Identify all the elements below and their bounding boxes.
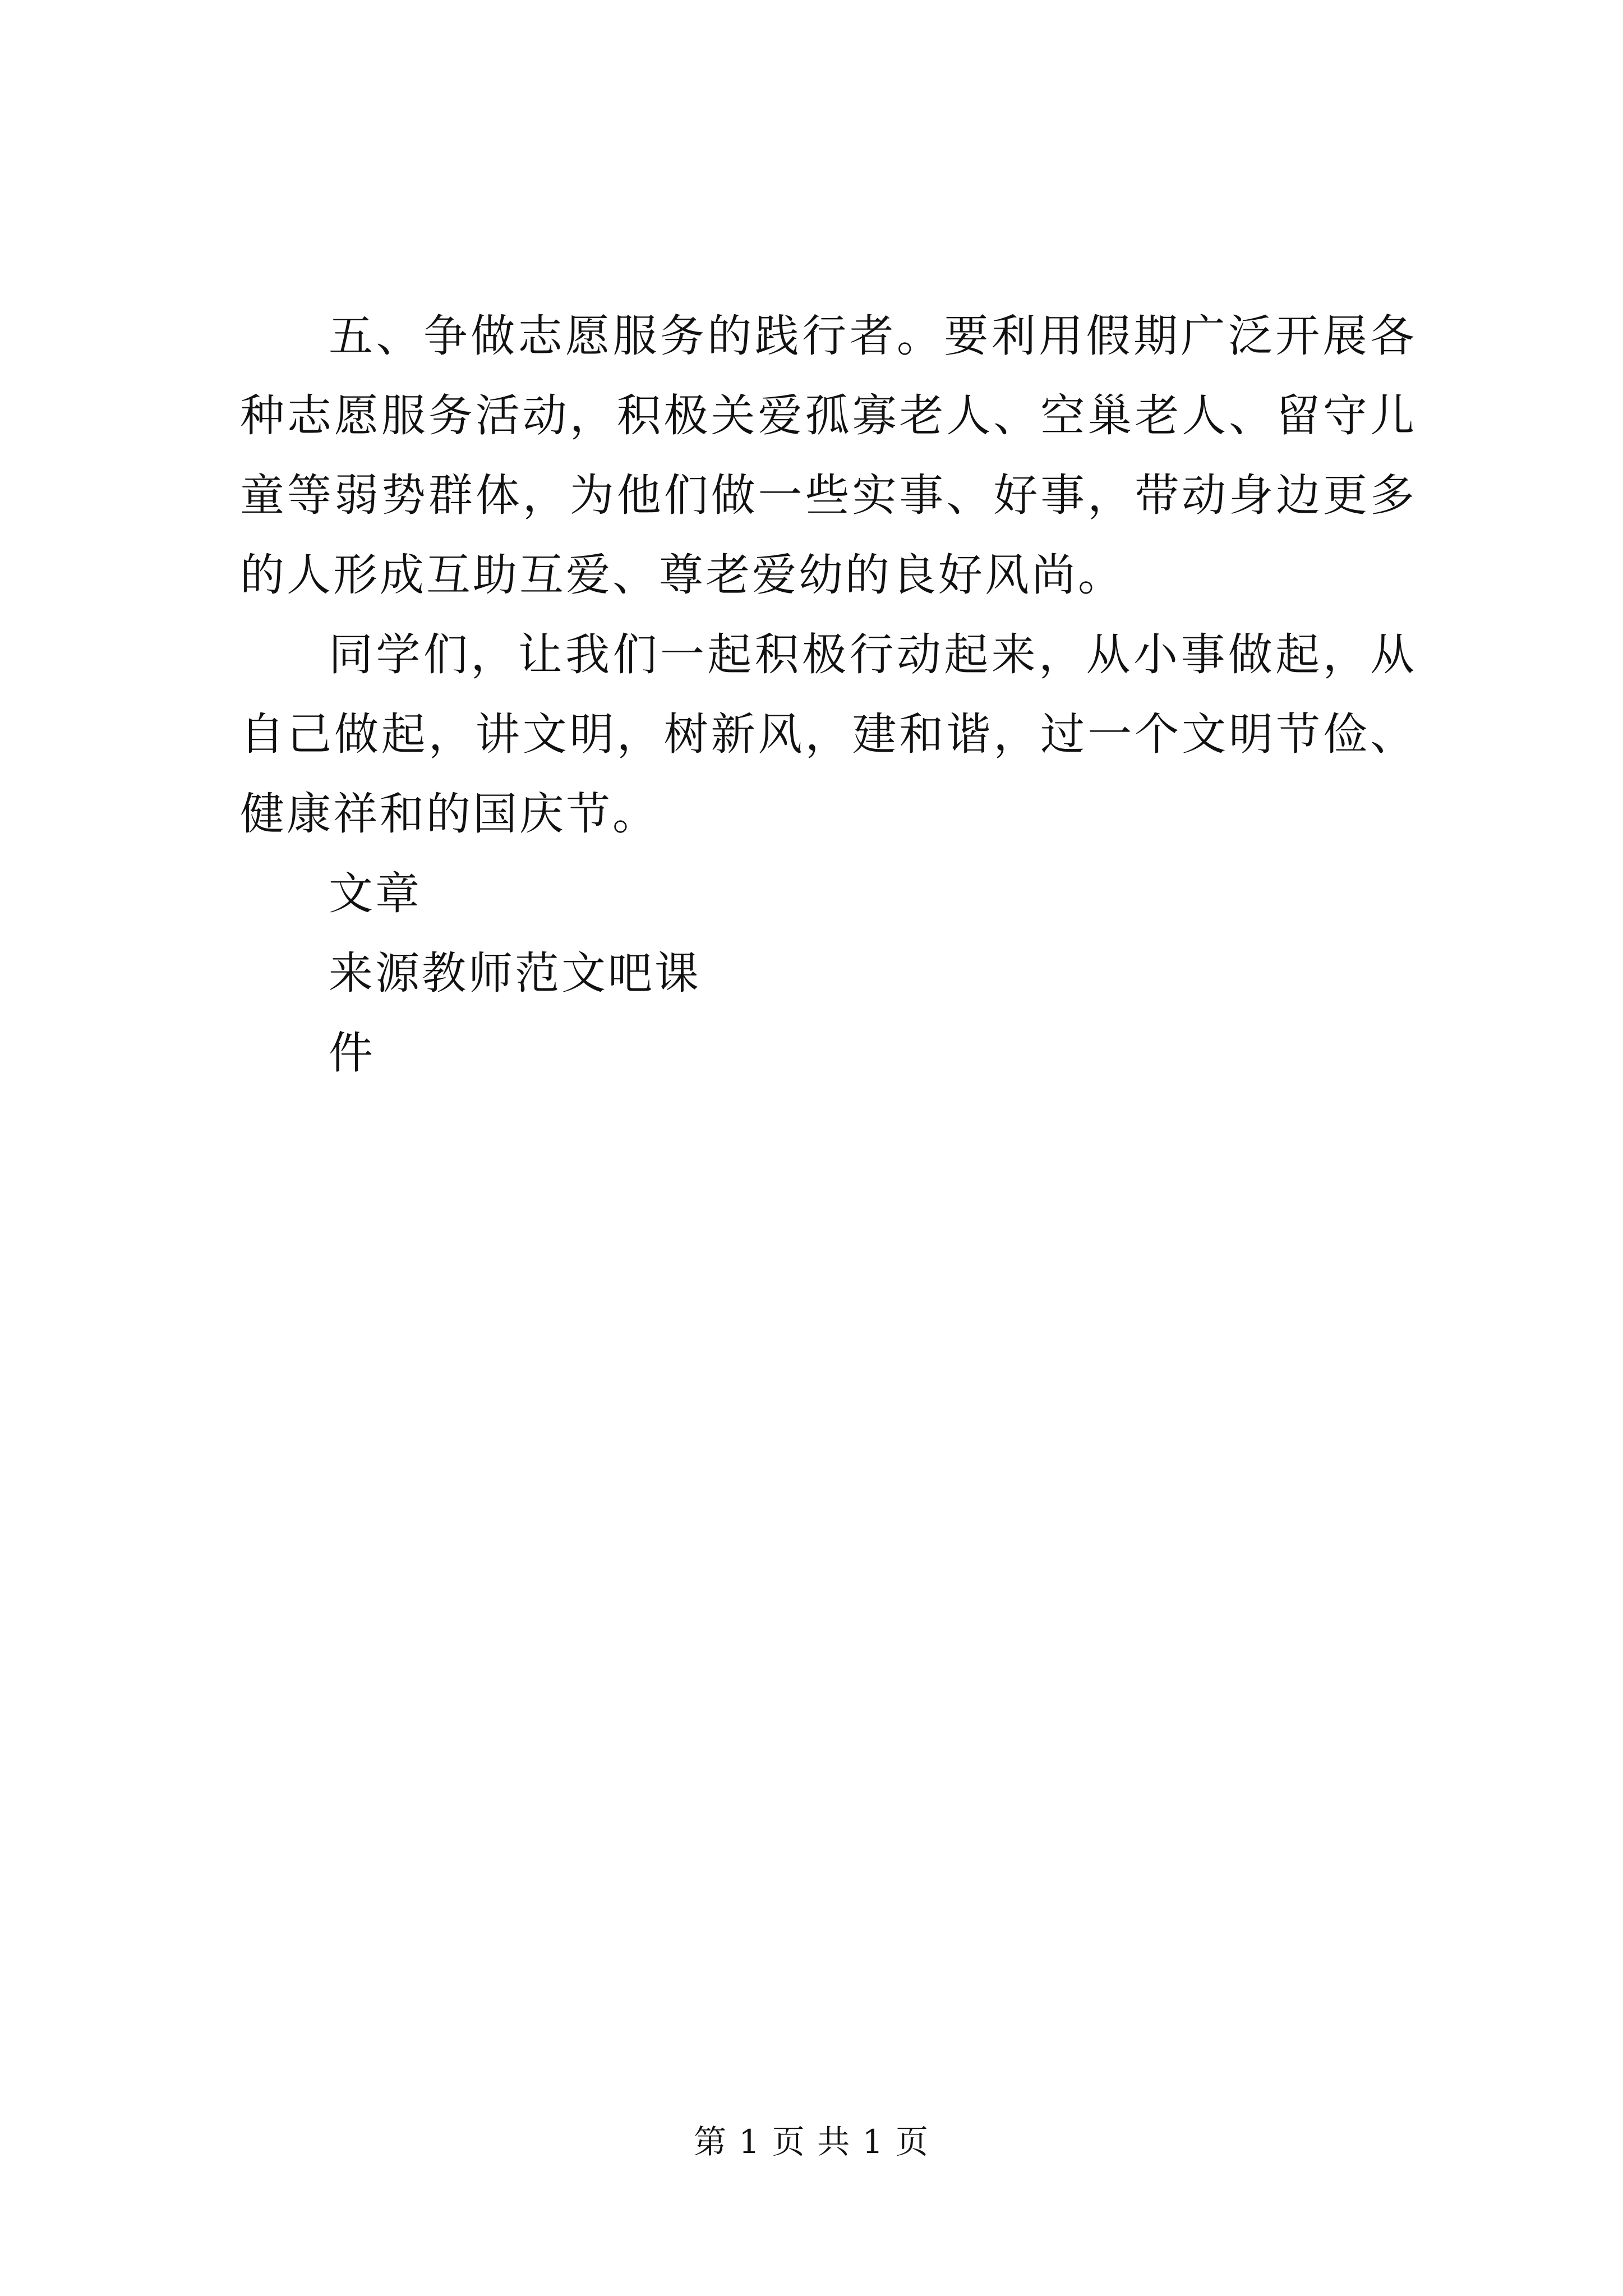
source-line-2: 来源教师范文吧课 <box>329 947 701 999</box>
page-footer: 第 1 页 共 1 页 <box>694 2123 929 2161</box>
document-body <box>240 296 1417 1093</box>
paragraph-volunteer: 五、争做志愿服务的践行者。要利用假期广泛开展各种志愿服务活动，积极关爱孤寡老人、空巢老人、留守儿童等弱势群体，为他们做一些实事、好事，带动身边更多的人形成互助互爱、尊老爱幼的良好风尚。 <box>240 310 1417 601</box>
source-line-3: 件 <box>329 1027 375 1079</box>
paragraph-closing: 同学们，让我们一起积极行动起来，从小事做起，从自己做起，讲文明，树新风，建和谐，过一个文明节俭、健康祥和的国庆节。 <box>240 629 1417 840</box>
source-line-1: 文章 <box>329 868 422 919</box>
